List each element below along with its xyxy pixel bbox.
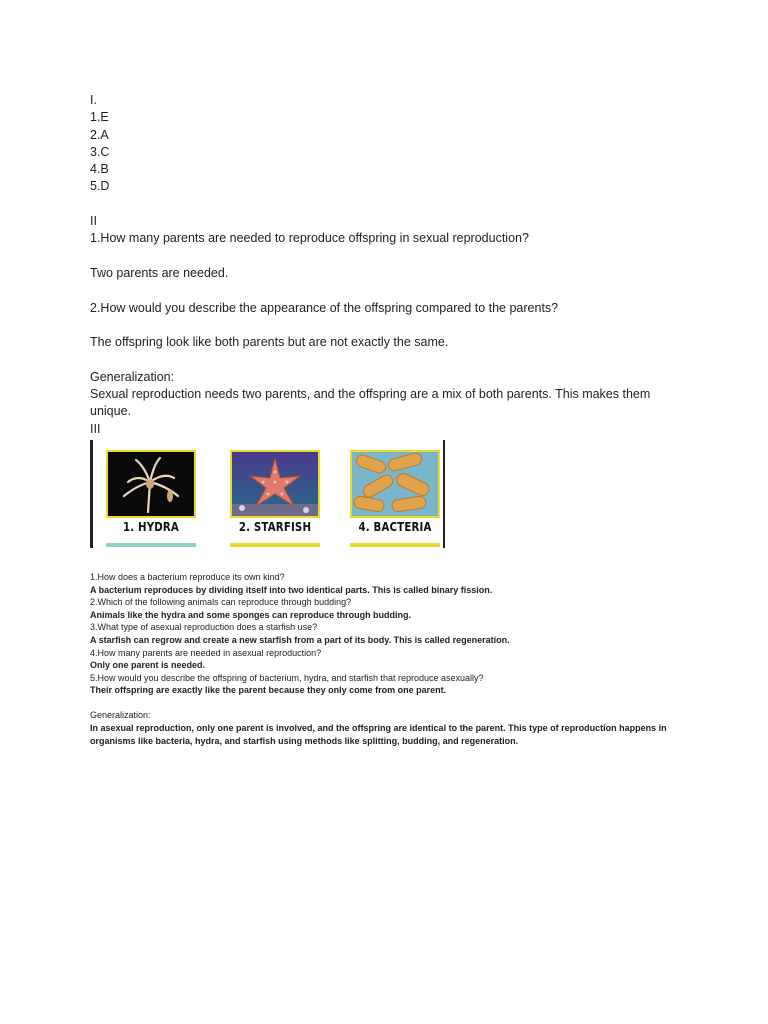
part3-question-5: 5.How would you describe the offspring of bacterium, hydra, and starfish that reproduce asexually? [90, 672, 484, 683]
starfish-label: 2. STARFISH [238, 519, 312, 534]
hydra-label: 1. HYDRA [122, 519, 180, 534]
bacteria-card [350, 450, 446, 546]
part3-answer-5: Their offspring are exactly like the parent because they only come from one parent. [90, 685, 447, 696]
bacteria-underline [350, 543, 440, 547]
part3-question-2: 2.Which of the following animals can reproduce through budding? [90, 597, 352, 608]
part2-question-2: 2.How would you describe the appearance of the offspring compared to the parents? [90, 300, 559, 315]
part3-answer-1: A bacterium reproduces by dividing itself into two identical parts. This is called binary fission. [90, 584, 493, 595]
starfish-image [230, 450, 320, 518]
part3-answer-2: Animals like the hydra and some sponges can reproduce through budding. [90, 609, 412, 620]
part3-generalization-label: Generalization: [90, 710, 151, 721]
part2-question-1: 1.How many parents are needed to reproduce offspring in sexual reproduction? [90, 231, 529, 246]
part2-heading: II [90, 214, 97, 229]
hydra-underline [106, 543, 196, 547]
starfish-card [230, 450, 326, 546]
document-page [90, 92, 680, 747]
part2-answer-1: Two parents are needed. [90, 265, 229, 280]
bacteria-label: 4. BACTERIA [358, 519, 432, 534]
part3-answer-3: A starfish can regrow and create a new starfish from a part of its body. This is called regeneration. [90, 634, 510, 645]
part2-generalization-label: Generalization: [90, 369, 175, 384]
answer-3: 3.C [90, 144, 110, 159]
figure-left-border [90, 440, 93, 548]
part3-generalization-line-2: organisms like bacteria, hydra, and starfish using methods like splitting, budding, and regeneration. [90, 735, 519, 746]
part3-answer-4: Only one parent is needed. [90, 660, 206, 671]
answer-2: 2.A [90, 127, 109, 142]
part3-question-1: 1.How does a bacterium reproduce its own kind? [90, 571, 285, 582]
part3-question-4: 4.How many parents are needed in asexual reproduction? [90, 647, 322, 658]
hydra-card [106, 450, 202, 546]
part3-question-3: 3.What type of asexual reproduction does a starfish use? [90, 622, 318, 633]
part2-answer-2: The offspring look like both parents but are not exactly the same. [90, 335, 449, 350]
part3-heading: III [90, 421, 101, 436]
answer-4: 4.B [90, 162, 109, 177]
hydra-image [106, 450, 196, 518]
part3-generalization-line-1: In asexual reproduction, only one parent is involved, and the offspring are identical to the parent. This type of reproduction happens in [90, 723, 667, 734]
answer-5: 5.D [90, 179, 110, 194]
part2-generalization-line-2: unique. [90, 404, 132, 419]
bacteria-image [350, 450, 440, 518]
part1-heading: I. [90, 93, 97, 107]
figure-right-border [443, 440, 445, 548]
answer-1: 1.E [90, 110, 109, 125]
organism-figure [90, 440, 446, 548]
starfish-underline [230, 543, 320, 547]
part2-generalization-line-1: Sexual reproduction needs two parents, and the offspring are a mix of both parents. This makes them [90, 387, 651, 402]
